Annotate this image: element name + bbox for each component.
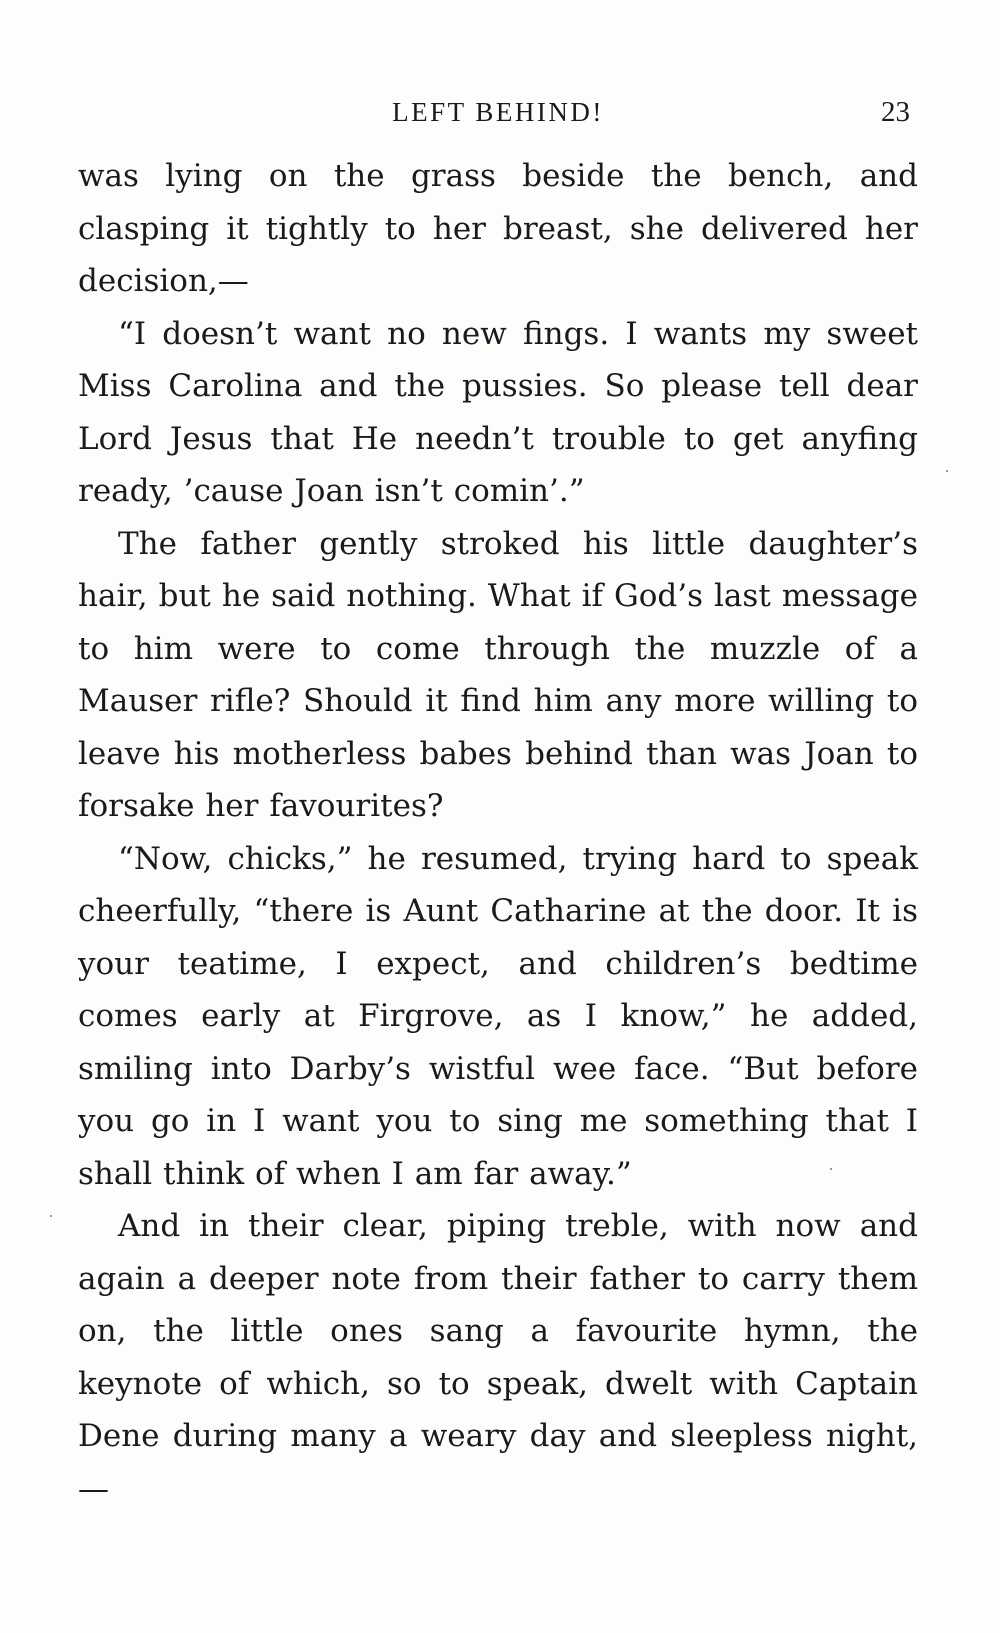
paragraph-hymn: And in their clear, piping treble, with now and again a deeper note from their father to carry them on, the little ones sang a favourite hymn, the keynote of which, so to speak, dwelt with Captain Dene during many a weary day and sleepless night,— <box>78 1208 918 1507</box>
print-speck <box>946 470 948 472</box>
paragraph-father-reflection: The father gently stroked his little daughter’s hair, but he said nothing. What if God’s last message to him were to come through the muzzle of a Mauser rifle? Should it find him any more willing to leave his motherless babes behind than was Joan to forsake her favourites? <box>78 525 918 824</box>
paragraph-now-chicks: “Now, chicks,” he resumed, trying hard to speak cheerfully, “there is Aunt Catharine at the door. It is your teatime, I expect, and children’s bedtime comes early at Firgrove, as I know,” he added, smiling into Darby’s wistful wee face. “But before you go in I want you to sing me something that I shall think of when I am far away.” <box>78 840 918 1192</box>
paragraph-continuation: was lying on the grass beside the bench, and clasping it tightly to her breast, she delivered her decision,— <box>78 158 918 299</box>
print-speck <box>830 1168 832 1170</box>
running-header <box>78 92 918 132</box>
paragraph-joan-speech: “I doesn’t want no new fings. I wants my sweet Miss Carolina and the pussies. So please tell dear Lord Jesus that He needn’t trouble to get anyfing ready, ’cause Joan isn’t comin’.” <box>78 315 918 509</box>
running-title: LEFT BEHIND! <box>392 97 604 127</box>
print-speck <box>50 1215 52 1217</box>
body-text <box>78 150 918 1515</box>
page-number: 23 <box>881 96 910 128</box>
